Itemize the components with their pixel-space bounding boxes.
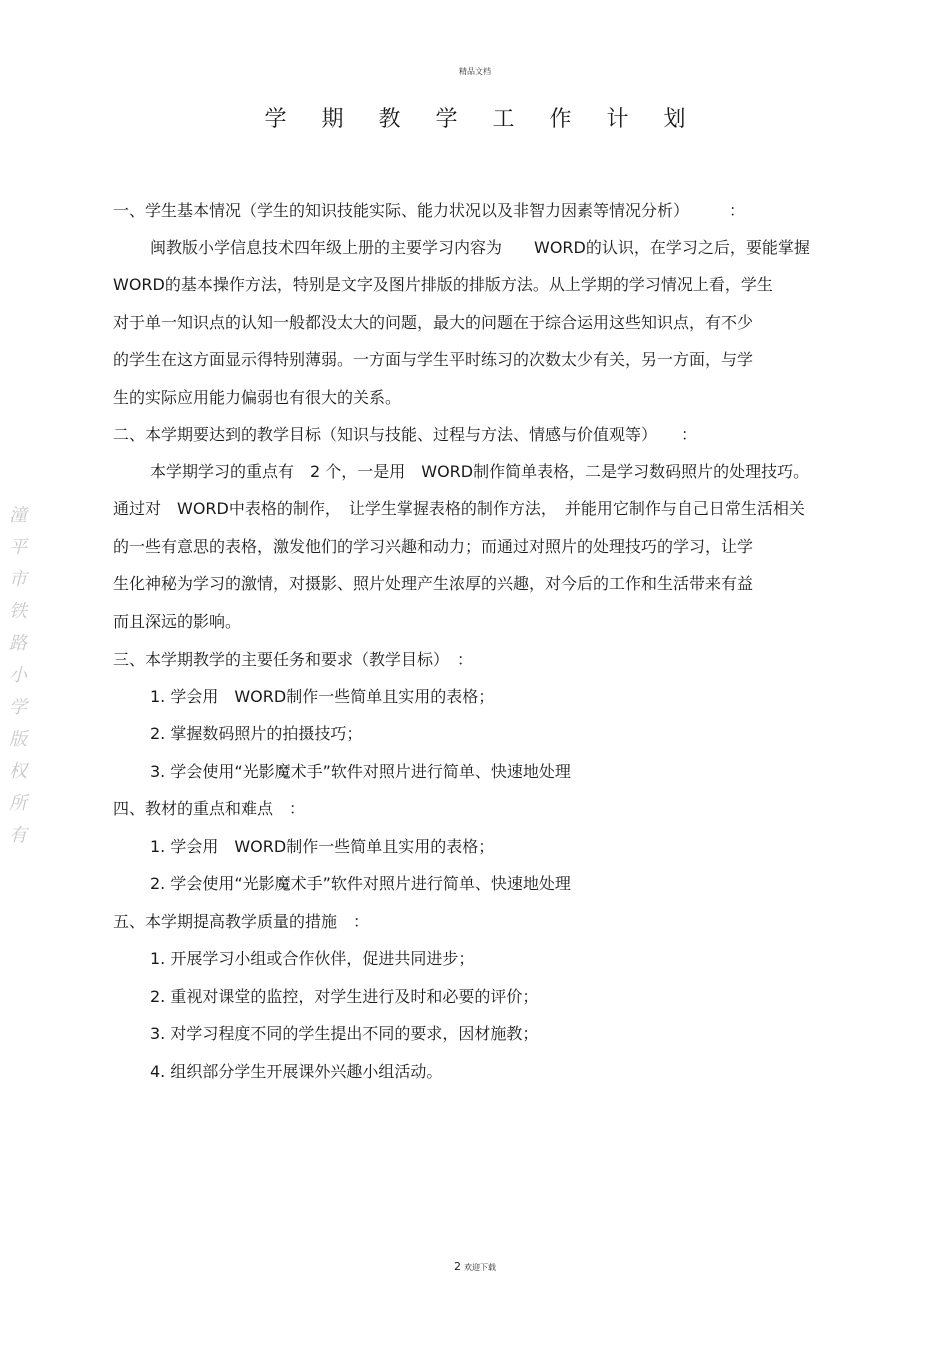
list-item: 4. 组织部分学生开展课外兴趣小组活动。 — [150, 1062, 443, 1081]
list-item: 2. 重视对课堂的监控，对学生进行及时和必要的评价； — [150, 987, 539, 1006]
side-watermark — [6, 500, 30, 852]
watermark-char: 潼 — [9, 505, 27, 526]
document-title: 学 期 教 学 工 作 计 划 — [264, 107, 700, 132]
section-5-heading: 五、本学期提高教学质量的措施 ： — [113, 912, 370, 931]
page-number: 2 — [454, 1260, 461, 1273]
paragraph-line: 通过对 WORD中表格的制作， 让学生掌握表格的制作方法， 并能用它制作与自己日常生活相关 — [113, 499, 805, 518]
list-item: 1. 学会用 WORD制作一些简单且实用的表格； — [150, 837, 495, 856]
page-footer — [0, 1260, 950, 1273]
paragraph-line: 对于单一知识点的认知一般都没太大的问题，最大的问题在于综合运用这些知识点，有不少 — [113, 313, 754, 332]
section-2-heading: 二、本学期要达到的教学目标（知识与技能、过程与方法、情感与价值观等） ： — [113, 425, 698, 444]
watermark-char: 有 — [9, 825, 27, 846]
watermark-char: 所 — [9, 793, 27, 814]
watermark-char: 铁 — [9, 601, 27, 622]
watermark-char: 平 — [9, 537, 27, 558]
paragraph-line: 生化神秘为学习的激情，对摄影、照片处理产生浓厚的兴趣，对今后的工作和生活带来有益 — [113, 574, 754, 593]
section-4-heading: 四、教材的重点和难点 ： — [113, 799, 306, 818]
list-item: 3. 学会使用“光影魔术手”软件对照片进行简单、快速地处理 — [150, 762, 571, 781]
paragraph-line: WORD的基本操作方法，特别是文字及图片排版的排版方法。从上学期的学习情况上看，学生 — [113, 275, 773, 294]
paragraph-line: 而且深远的影响。 — [113, 612, 242, 631]
list-item: 2. 学会使用“光影魔术手”软件对照片进行简单、快速地处理 — [150, 874, 571, 893]
paragraph-line: 的一些有意思的表格，激发他们的学习兴趣和动力；而通过对照片的处理技巧的学习，让学 — [113, 537, 754, 556]
paragraph-line: 的学生在这方面显示得特别薄弱。一方面与学生平时练习的次数太少有关，另一方面，与学 — [113, 350, 754, 369]
watermark-char: 权 — [9, 761, 27, 782]
list-item: 2. 掌握数码照片的拍摄技巧； — [150, 724, 363, 743]
watermark-char: 学 — [9, 697, 27, 718]
section-3-heading: 三、本学期教学的主要任务和要求（教学目标） ： — [113, 650, 474, 669]
header-mark: 精品文档 — [459, 67, 491, 76]
section-1-heading: 一、学生基本情况（学生的知识技能实际、能力状况以及非智力因素等情况分析） ： — [113, 201, 746, 220]
watermark-char: 市 — [9, 569, 27, 590]
paragraph-line: 本学期学习的重点有 2 个，一是用 WORD制作简单表格，二是学习数码照片的处理技巧。 — [150, 462, 810, 481]
watermark-char: 版 — [9, 729, 27, 750]
list-item: 1. 学会用 WORD制作一些简单且实用的表格； — [150, 687, 495, 706]
watermark-char: 路 — [9, 633, 27, 654]
list-item: 1. 开展学习小组或合作伙伴，促进共同进步； — [150, 949, 475, 968]
list-item: 3. 对学习程度不同的学生提出不同的要求，因材施教； — [150, 1024, 539, 1043]
paragraph-line: 生的实际应用能力偏弱也有很大的关系。 — [113, 388, 402, 407]
watermark-char: 小 — [9, 665, 27, 686]
footer-note: 欢迎下载 — [464, 1263, 496, 1272]
paragraph-line: 闽教版小学信息技术四年级上册的主要学习内容为 WORD的认识，在学习之后，要能掌握 — [150, 238, 810, 257]
